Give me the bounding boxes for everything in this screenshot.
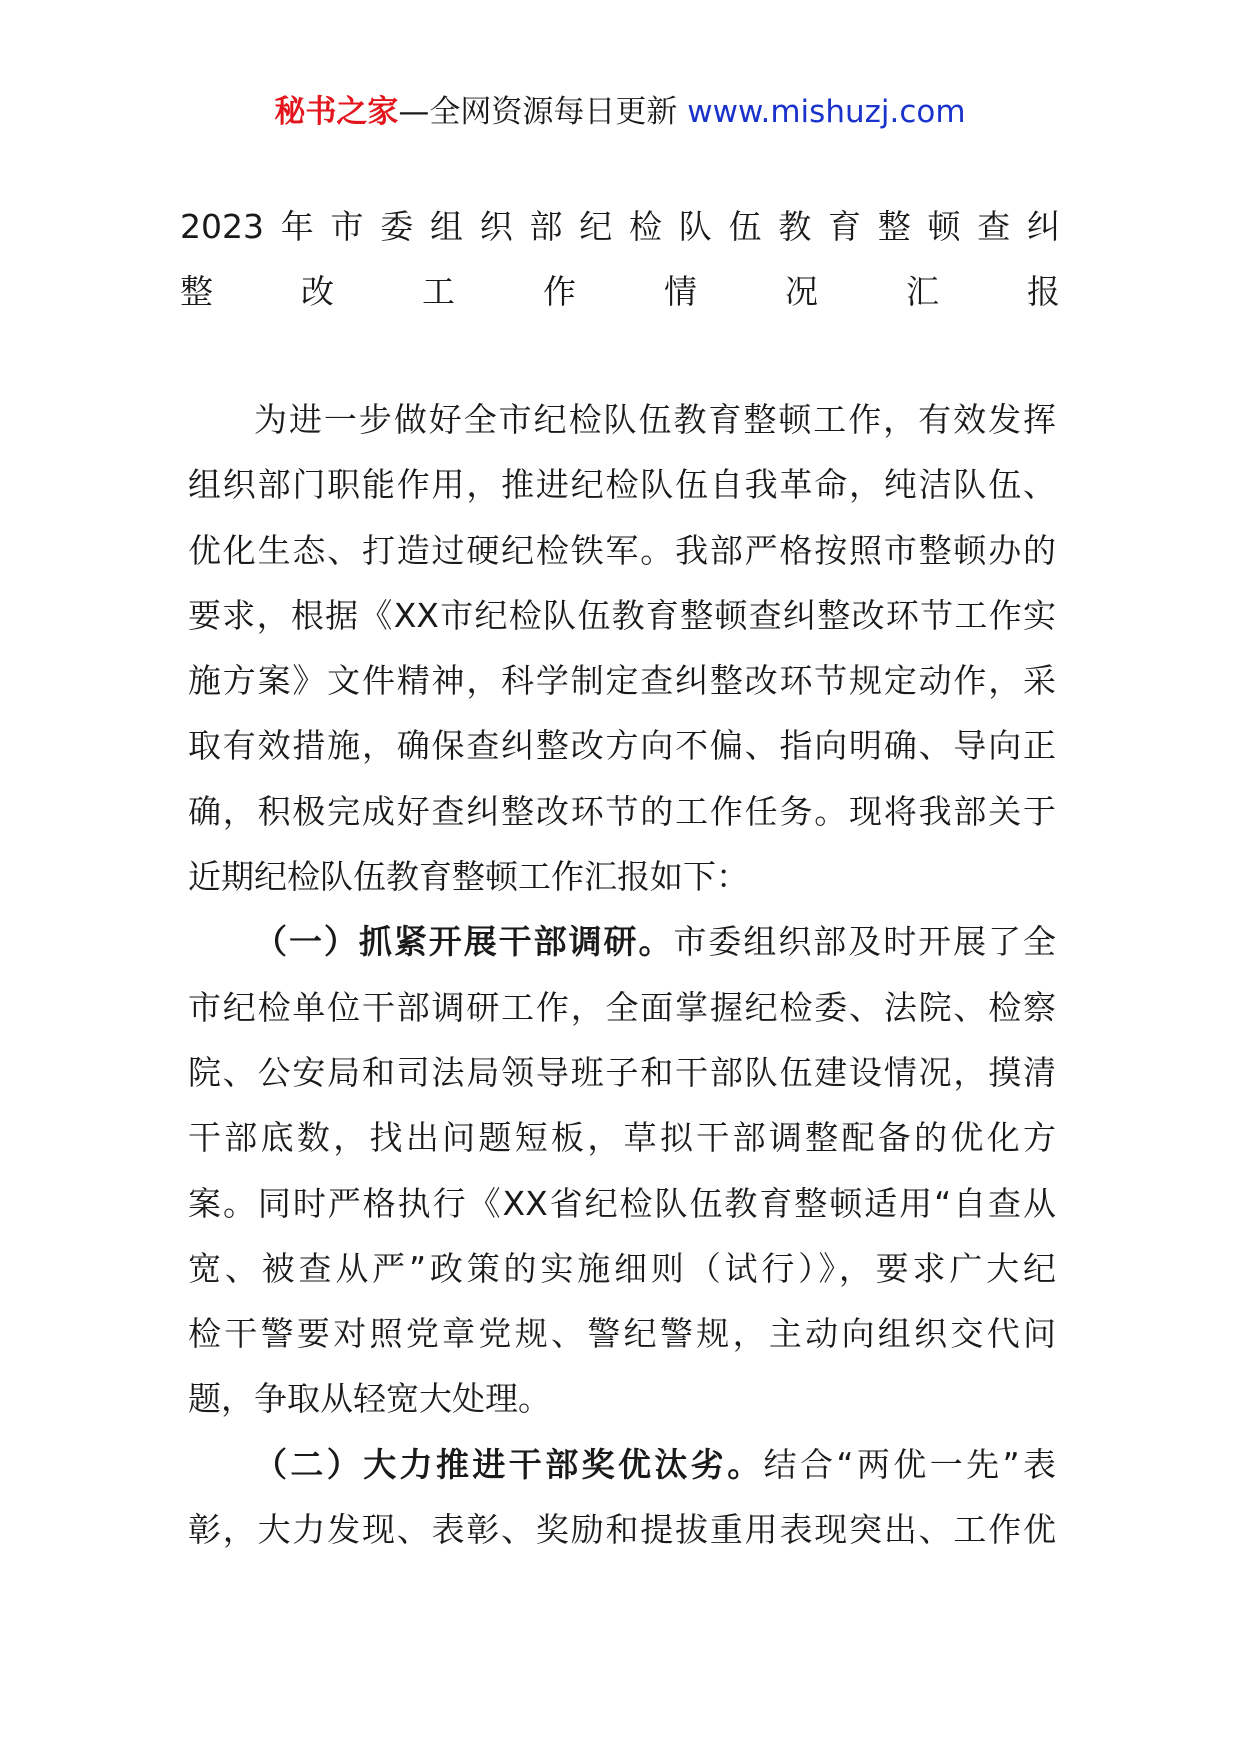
paragraph-line: 取有效措施，确保查纠整改方向不偏、指向明确、导向正: [188, 726, 1056, 766]
paragraph-line: 市纪检单位干部调研工作，全面掌握纪检委、法院、检察: [188, 987, 1056, 1027]
paragraph-line: 要求，根据《XX市纪检队伍教育整顿查纠整改环节工作实: [188, 595, 1056, 635]
title-line: 整改工作情况汇报: [180, 272, 1060, 312]
paragraph-line: 院、公安局和司法局领导班子和干部队伍建设情况，摸清: [188, 1052, 1056, 1092]
site-header: [0, 92, 1240, 132]
site-url-link[interactable]: www.mishuzj.com: [687, 94, 966, 130]
paragraph-line: 彰，大力发现、表彰、奖励和提拔重用表现突出、工作优: [188, 1510, 1056, 1550]
paragraph-line: 优化生态、打造过硬纪检铁军。我部严格按照市整顿办的: [188, 530, 1056, 570]
paragraph-line: [188, 1432, 1056, 1497]
section-1-text: 市委组织部及时开展了全: [673, 922, 1057, 962]
section-1-paragraph: [188, 909, 1056, 1431]
site-tagline: —全网资源每日更新: [398, 94, 678, 130]
section-1-heading: （一）抓紧开展干部调研。: [254, 922, 674, 962]
paragraph-line: 案。同时严格执行《XX省纪检队伍教育整顿适用“自查从: [188, 1183, 1056, 1223]
paragraph-line: 宽、被查从严”政策的实施细则（试行）》，要求广大纪: [188, 1248, 1056, 1288]
paragraph-line: 组织部门职能作用，推进纪检队伍自我革命，纯洁队伍、: [188, 465, 1056, 505]
intro-paragraph: [188, 387, 1056, 909]
paragraph-line: 近期纪检队伍教育整顿工作汇报如下：: [188, 857, 749, 897]
section-2-paragraph: [188, 1432, 1056, 1563]
section-2-text: 结合“两优一先”表: [763, 1444, 1057, 1484]
title-line: 2023年市委组织部纪检队伍教育整顿查纠: [180, 207, 1060, 246]
section-2-heading: （二）大力推进干部奖优汰劣。: [254, 1444, 764, 1484]
document-title: [180, 194, 1060, 325]
paragraph-line: 为进一步做好全市纪检队伍教育整顿工作，有效发挥: [254, 400, 1056, 439]
site-brand: 秘书之家: [274, 94, 399, 130]
paragraph-line: 干部底数，找出问题短板，草拟干部调整配备的优化方: [188, 1118, 1056, 1158]
paragraph-line: 题，争取从轻宽大处理。: [188, 1379, 551, 1419]
document-body: [188, 387, 1056, 1562]
paragraph-line: [188, 909, 1056, 974]
paragraph-line: 检干警要对照党章党规、警纪警规，主动向组织交代问: [188, 1314, 1056, 1354]
paragraph-line: 确，积极完成好查纠整改环节的工作任务。现将我部关于: [188, 791, 1056, 831]
paragraph-line: 施方案》文件精神，科学制定查纠整改环节规定动作，采: [188, 661, 1056, 701]
